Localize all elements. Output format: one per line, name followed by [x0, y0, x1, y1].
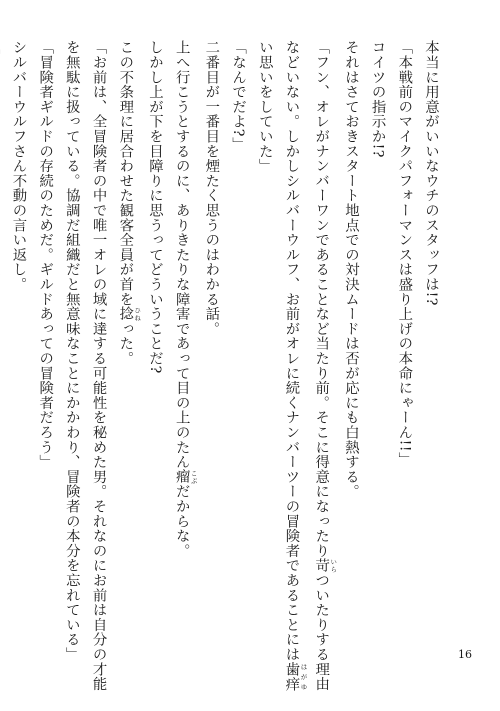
body-text: [10, 40, 444, 692]
text-line: 「冒険者ギルドの存続のためだ。ギルドあっての冒険者だろう」: [37, 40, 54, 470]
text-line: 二番目が一番目を煙たく思うのはわかる話。: [203, 40, 220, 336]
text-line: 「なんでだよ?」: [230, 40, 247, 152]
text-line: などいない。しかしシルバーウルフ、お前がオレに続くナンバーツーの冒険者であることには歯痒 はがゆ: [283, 40, 308, 692]
text-line: 「フン、オレがナンバーワンであることなど当たり前。そこに得意になったり苛 いらついたりする理由: [313, 40, 338, 692]
furigana: 苛 いら: [313, 558, 338, 573]
text-line: しかし上が下を目障りに思うってどういうことだ?: [146, 40, 163, 374]
furigana: 歯痒 はがゆ: [283, 661, 308, 692]
text-line: コイツの指示か!?: [369, 40, 386, 158]
text-line: 「本戦前のマイクパフォーマンスは盛り上げの本命にゃーん!!」: [396, 40, 413, 467]
furigana: 捻 ひね: [117, 306, 142, 322]
furigana: 瘤 こぶ: [173, 469, 198, 485]
text-line: この不条理に居合わせた観客全員が首を捻 ひねった。: [117, 40, 142, 366]
page-number: 16: [458, 648, 472, 661]
text-line: シルバーウルフさん不動の言い返し。: [10, 40, 27, 292]
text-line: い思いをしていた」: [256, 40, 273, 174]
text-line: [0, 40, 5, 630]
text-line: それはさておきスタート地点での対決ムードは否が応にも白熱する。: [342, 40, 359, 499]
text-line: 「お前は、全冒険者の中で唯一オレの域に達する可能性を秘めた男。それなのにお前は自分の才能: [90, 40, 107, 692]
text-line: を無駄に扱っている。協調だ組織だと無意味なことにかかわり、冒険者の本分を忘れている」: [63, 40, 80, 662]
text-line: 本当に用意がいいなウチのスタッフは!?: [423, 40, 439, 306]
text-line: 上へ行こうとするのに、ありきたりな障害であって目の上のたん瘤 こぶだからな。: [173, 40, 198, 559]
